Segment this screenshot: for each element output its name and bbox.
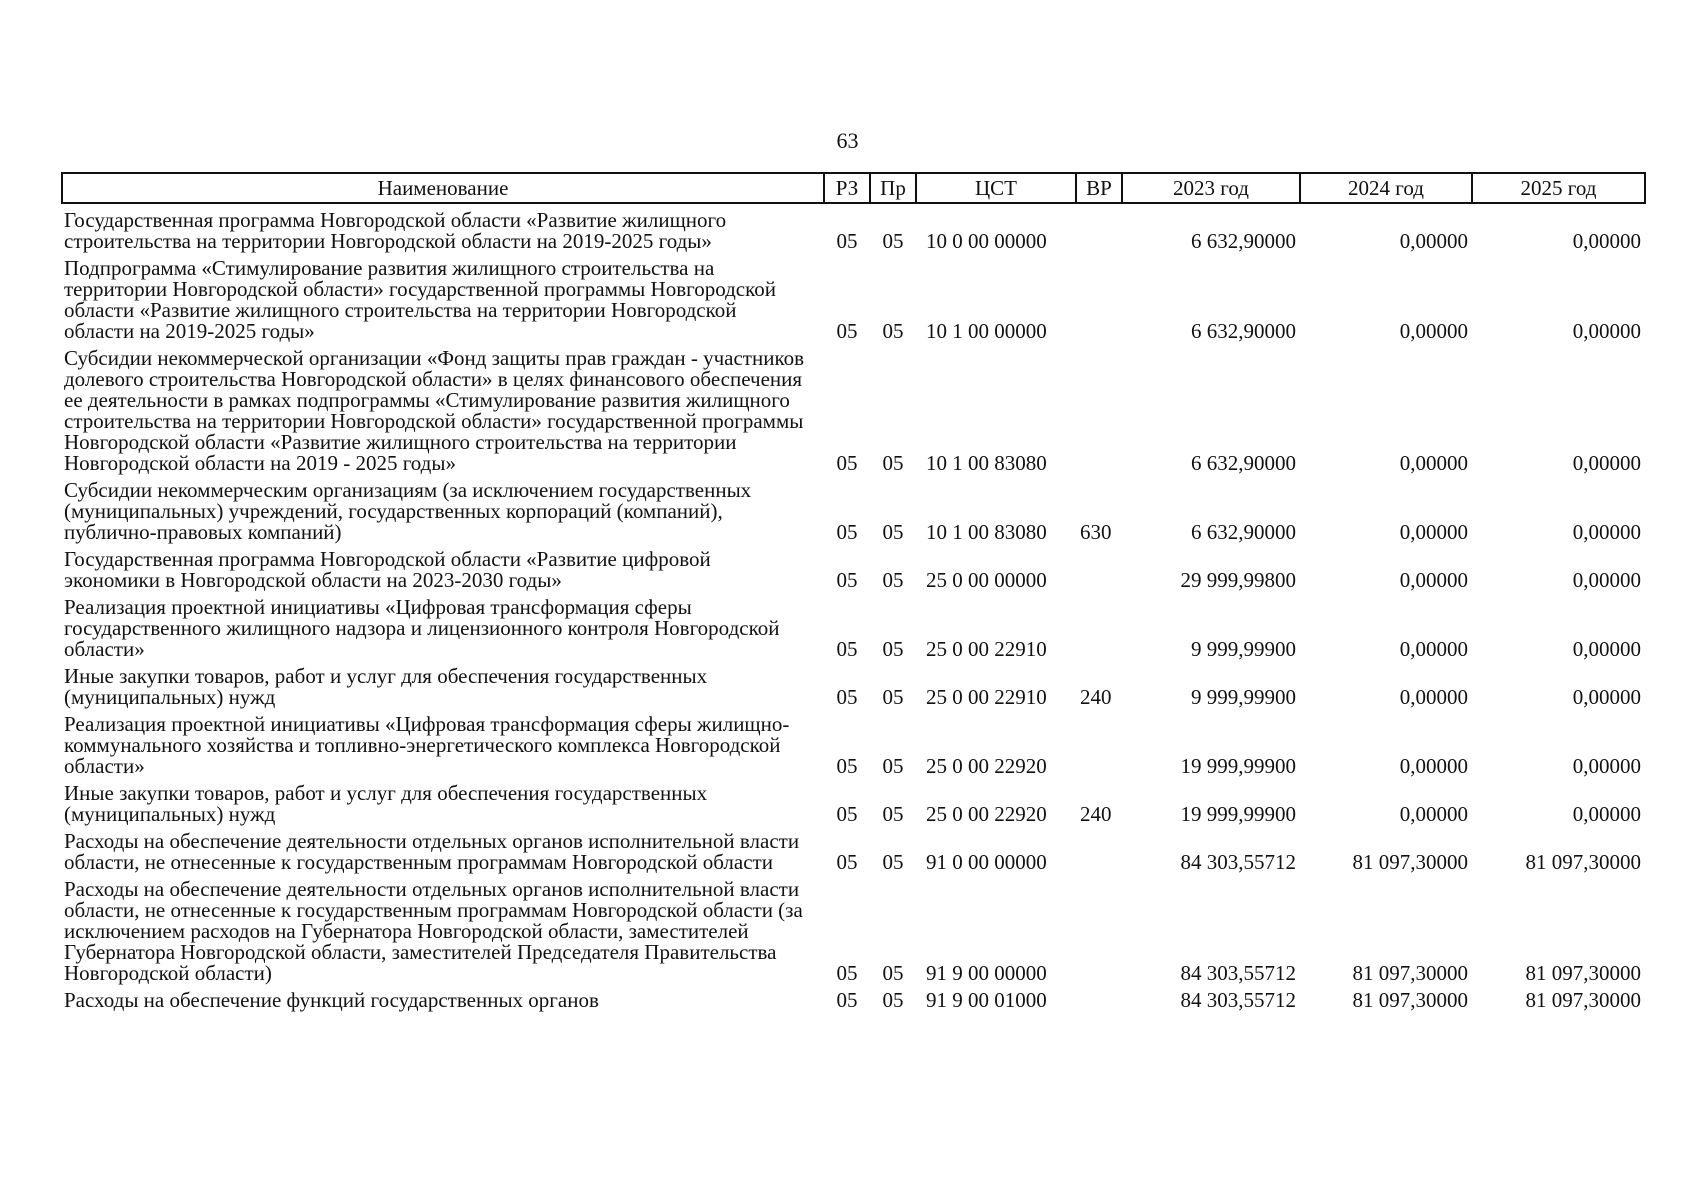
row-vr: [1076, 591, 1122, 660]
row-2025: 0,00000: [1572, 637, 1641, 661]
row-pr: 05: [882, 961, 904, 985]
table-header-row: [62, 173, 1645, 203]
row-2025: 0,00000: [1572, 520, 1641, 544]
row-pr: 05: [882, 520, 904, 544]
row-rz: 05: [836, 850, 858, 874]
row-2023: 84 303,55712: [1180, 850, 1296, 874]
row-cst: 25 0 00 22910: [926, 637, 1047, 661]
row-name: Реализация проектной инициативы «Цифровая трансформация сферы жилищно-коммунального хозяйства и топливно-энергетического комплекса Новгородской области»: [64, 712, 790, 778]
row-cst: 25 0 00 22920: [926, 802, 1047, 826]
table-row: [62, 660, 1645, 708]
row-vr: 240: [1080, 685, 1112, 709]
row-2024: 0,00000: [1399, 802, 1468, 826]
row-2024: 0,00000: [1399, 754, 1468, 778]
table-row: [62, 252, 1645, 342]
row-vr: [1076, 825, 1122, 873]
row-rz: 05: [836, 568, 858, 592]
row-name: Иные закупки товаров, работ и услуг для обеспечения государственных (муниципальных) нужд: [64, 781, 708, 826]
row-pr: 05: [882, 850, 904, 874]
row-2024: 0,00000: [1399, 229, 1468, 253]
row-vr: [1076, 873, 1122, 984]
table-row: [62, 543, 1645, 591]
row-vr: 240: [1080, 802, 1112, 826]
row-2025: 0,00000: [1572, 451, 1641, 475]
row-pr: 05: [882, 568, 904, 592]
row-2023: 84 303,55712: [1180, 988, 1296, 1012]
row-name: Расходы на обеспечение деятельности отдельных органов исполнительной власти области, не отнесенные к государственным программам Новгородской области (за исключением расходов на Губернатора Новгородской области, заместителей Губернатора Новгородской области, заместителей Председателя Правительства Новгородской области): [64, 877, 803, 985]
row-2025: 81 097,30000: [1525, 850, 1641, 874]
row-2023: 6 632,90000: [1191, 229, 1296, 253]
row-2023: 9 999,99900: [1191, 685, 1296, 709]
row-2023: 6 632,90000: [1191, 520, 1296, 544]
row-cst: 91 9 00 01000: [926, 988, 1047, 1012]
row-vr: [1076, 543, 1122, 591]
table-row: [62, 591, 1645, 660]
row-name: Государственная программа Новгородской области «Развитие цифровой экономики в Новгородской области на 2023-2030 годы»: [64, 547, 711, 592]
row-2023: 6 632,90000: [1191, 451, 1296, 475]
row-2024: 81 097,30000: [1352, 961, 1468, 985]
row-pr: 05: [882, 319, 904, 343]
row-name: Расходы на обеспечение деятельности отдельных органов исполнительной власти области, не отнесенные к государственным программам Новгородской области: [64, 829, 800, 874]
row-2025: 0,00000: [1572, 754, 1641, 778]
row-rz: 05: [836, 229, 858, 253]
row-2023: 84 303,55712: [1180, 961, 1296, 985]
row-pr: 05: [882, 802, 904, 826]
row-name: Государственная программа Новгородской области «Развитие жилищного строительства на территории Новгородской области на 2019-2025 годы»: [64, 208, 727, 253]
row-rz: 05: [836, 520, 858, 544]
row-cst: 25 0 00 00000: [926, 568, 1047, 592]
row-name: Иные закупки товаров, работ и услуг для обеспечения государственных (муниципальных) нужд: [64, 664, 708, 709]
page-number: 63: [836, 128, 859, 153]
header-rz: РЗ: [824, 173, 870, 203]
row-cst: 10 0 00 00000: [926, 229, 1047, 253]
row-2023: 9 999,99900: [1191, 637, 1296, 661]
row-name: Расходы на обеспечение функций государственных органов: [64, 988, 599, 1012]
row-vr: 630: [1080, 520, 1112, 544]
table-row: [62, 873, 1645, 984]
row-cst: 10 1 00 83080: [926, 520, 1047, 544]
row-2025: 0,00000: [1572, 229, 1641, 253]
row-2025: 81 097,30000: [1525, 961, 1641, 985]
header-name: Наименование: [62, 173, 824, 203]
row-vr: [1076, 708, 1122, 777]
row-2024: 81 097,30000: [1352, 850, 1468, 874]
row-2025: 81 097,30000: [1525, 988, 1641, 1012]
header-pr: Пр: [870, 173, 916, 203]
row-pr: 05: [882, 229, 904, 253]
row-name: Субсидии некоммерческой организации «Фонд защиты прав граждан - участников долевого строительства Новгородской области» в целях финансового обеспечения ее деятельности в рамках подпрограммы «Стимулирование развития жилищного строительства на территории Новгородской области» государственной программы Новгородской области «Развитие жилищного строительства на территории Новгородской области на 2019 - 2025 годы»: [64, 346, 805, 475]
row-2025: 0,00000: [1572, 802, 1641, 826]
row-2024: 0,00000: [1399, 637, 1468, 661]
row-pr: 05: [882, 754, 904, 778]
row-2024: 81 097,30000: [1352, 988, 1468, 1012]
table-row: [62, 474, 1645, 543]
row-rz: 05: [836, 685, 858, 709]
row-2023: 6 632,90000: [1191, 319, 1296, 343]
row-rz: 05: [836, 961, 858, 985]
row-vr: [1076, 342, 1122, 474]
budget-table: [61, 172, 1646, 1011]
row-2024: 0,00000: [1399, 568, 1468, 592]
row-rz: 05: [836, 754, 858, 778]
row-cst: 10 1 00 83080: [926, 451, 1047, 475]
row-cst: 91 9 00 00000: [926, 961, 1047, 985]
row-2023: 19 999,99900: [1180, 802, 1296, 826]
row-rz: 05: [836, 319, 858, 343]
row-vr: [1076, 252, 1122, 342]
row-cst: 10 1 00 00000: [926, 319, 1047, 343]
row-2024: 0,00000: [1399, 520, 1468, 544]
table-row: [62, 984, 1645, 1011]
table-row: [62, 777, 1645, 825]
table-row: [62, 342, 1645, 474]
table-row: [62, 708, 1645, 777]
row-name: Субсидии некоммерческим организациям (за исключением государственных (муниципальных) учреждений, государственных корпораций (компаний), публично-правовых компаний): [64, 478, 752, 544]
row-vr: [1076, 984, 1122, 1011]
row-2025: 0,00000: [1572, 568, 1641, 592]
row-2025: 0,00000: [1572, 319, 1641, 343]
row-pr: 05: [882, 637, 904, 661]
header-vr: ВР: [1076, 173, 1122, 203]
row-cst: 25 0 00 22920: [926, 754, 1047, 778]
row-vr: [1076, 203, 1122, 252]
row-pr: 05: [882, 685, 904, 709]
header-2024: 2024 год: [1300, 173, 1472, 203]
row-rz: 05: [836, 988, 858, 1012]
row-pr: 05: [882, 451, 904, 475]
row-2023: 29 999,99800: [1180, 568, 1296, 592]
row-2024: 0,00000: [1399, 685, 1468, 709]
header-2025: 2025 год: [1472, 173, 1645, 203]
row-2024: 0,00000: [1399, 319, 1468, 343]
row-2025: 0,00000: [1572, 685, 1641, 709]
row-pr: 05: [882, 988, 904, 1012]
row-cst: 25 0 00 22910: [926, 685, 1047, 709]
row-2024: 0,00000: [1399, 451, 1468, 475]
row-name: Реализация проектной инициативы «Цифровая трансформация сферы государственного жилищного надзора и лицензионного контроля Новгородской области»: [64, 595, 780, 661]
row-rz: 05: [836, 637, 858, 661]
table-row: [62, 203, 1645, 252]
row-rz: 05: [836, 451, 858, 475]
header-cst: ЦСТ: [916, 173, 1076, 203]
row-name: Подпрограмма «Стимулирование развития жилищного строительства на территории Новгородской области» государственной программы Новгородской области «Развитие жилищного строительства на территории Новгородской области на 2019-2025 годы»: [64, 256, 776, 343]
header-2023: 2023 год: [1122, 173, 1300, 203]
row-cst: 91 0 00 00000: [926, 850, 1047, 874]
table-row: [62, 825, 1645, 873]
row-2023: 19 999,99900: [1180, 754, 1296, 778]
row-rz: 05: [836, 802, 858, 826]
